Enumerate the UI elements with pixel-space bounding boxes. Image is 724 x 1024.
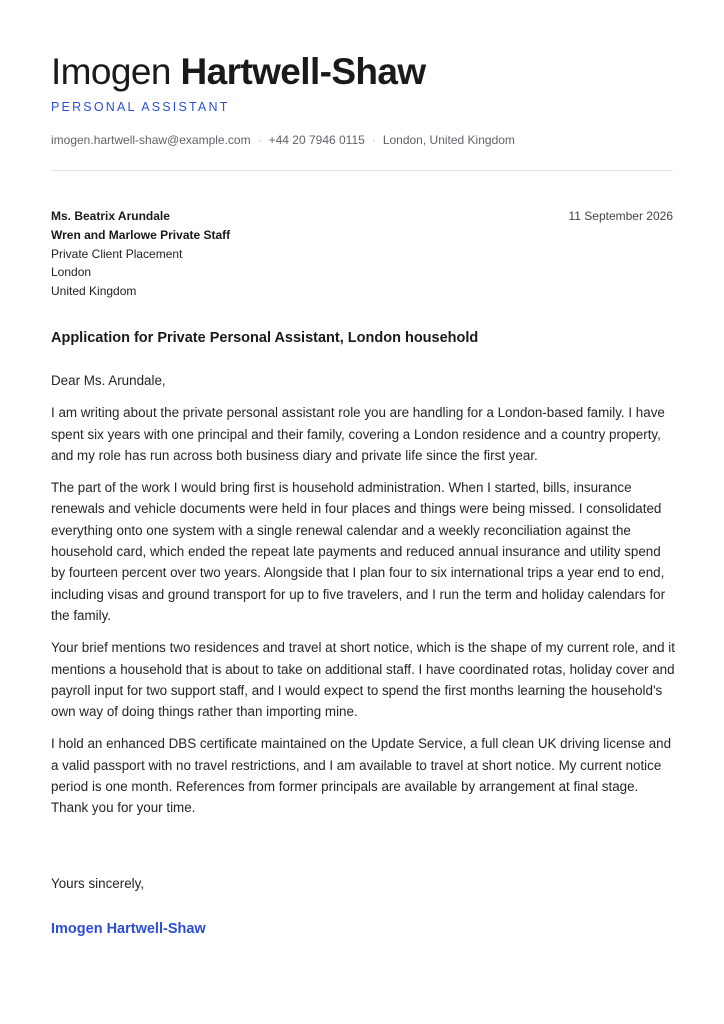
body-paragraph: The part of the work I would bring first is household administration. When I started, bills, insurance renewals and vehicle documents were held in four places and things were being missed. I consolidated everything onto one system with a single renewal calendar and a weekly reconciliation against the household card, which ended the repeat late payments and reduced annual insurance and utility spend by fourteen percent over two years. Alongside that I plan four to six international trips a year end to end, including visas and ground transport for up to five travelers, and I run the term and holiday calendars for the family. (51, 480, 666, 623)
body-paragraph: Your brief mentions two residences and travel at short notice, which is the shape of my current role, and it mentions a household that is about to take on additional staff. I have coordinated rotas, holiday cover and payroll input for two support staff, and I would expect to spend the first months learning the household's own way of doing things rather than importing mine. (51, 640, 675, 720)
closing-line: Yours sincerely, (51, 876, 145, 891)
recipient-country: United Kingdom (51, 284, 137, 299)
applicant-title: PERSONAL ASSISTANT (51, 100, 230, 114)
contact-email[interactable]: imogen.hartwell-shaw@example.com (51, 133, 251, 147)
salutation: Dear Ms. Arundale, (51, 373, 166, 388)
recipient-name: Ms. Beatrix Arundale (51, 209, 170, 223)
contact-line (51, 133, 515, 147)
contact-separator: · (257, 133, 262, 147)
contact-location: London, United Kingdom (382, 133, 515, 147)
recipient-company: Wren and Marlowe Private Staff (51, 227, 231, 242)
contact-separator: · (371, 133, 376, 147)
letter-date: 11 September 2026 (568, 209, 673, 223)
signature: Imogen Hartwell-Shaw (51, 921, 206, 937)
applicant-name (51, 50, 426, 94)
header-divider (51, 170, 673, 171)
letter-body (51, 370, 675, 830)
letter-subject: Application for Private Personal Assistant, London household (51, 330, 479, 346)
applicant-first-name: Imogen (51, 51, 171, 92)
body-paragraph: I am writing about the private personal assistant role you are handling for a London-based family. I have spent six years with one principal and their family, covering a London residence and a country property, and my role has run across both business diary and private life since the first year. (51, 405, 665, 463)
applicant-last-name: Hartwell-Shaw (180, 51, 426, 92)
body-paragraph: I hold an enhanced DBS certificate maintained on the Update Service, a full clean UK driving license and a valid passport with no travel restrictions, and I am available to travel at short notice. My current notice period is one month. References from former principals are available by arrangement at final stage. Thank you for your time. (51, 736, 672, 816)
recipient-block (51, 207, 230, 301)
recipient-department: Private Client Placement (51, 246, 183, 261)
recipient-city: London (51, 265, 92, 280)
contact-phone[interactable]: +44 20 7946 0115 (268, 133, 365, 147)
